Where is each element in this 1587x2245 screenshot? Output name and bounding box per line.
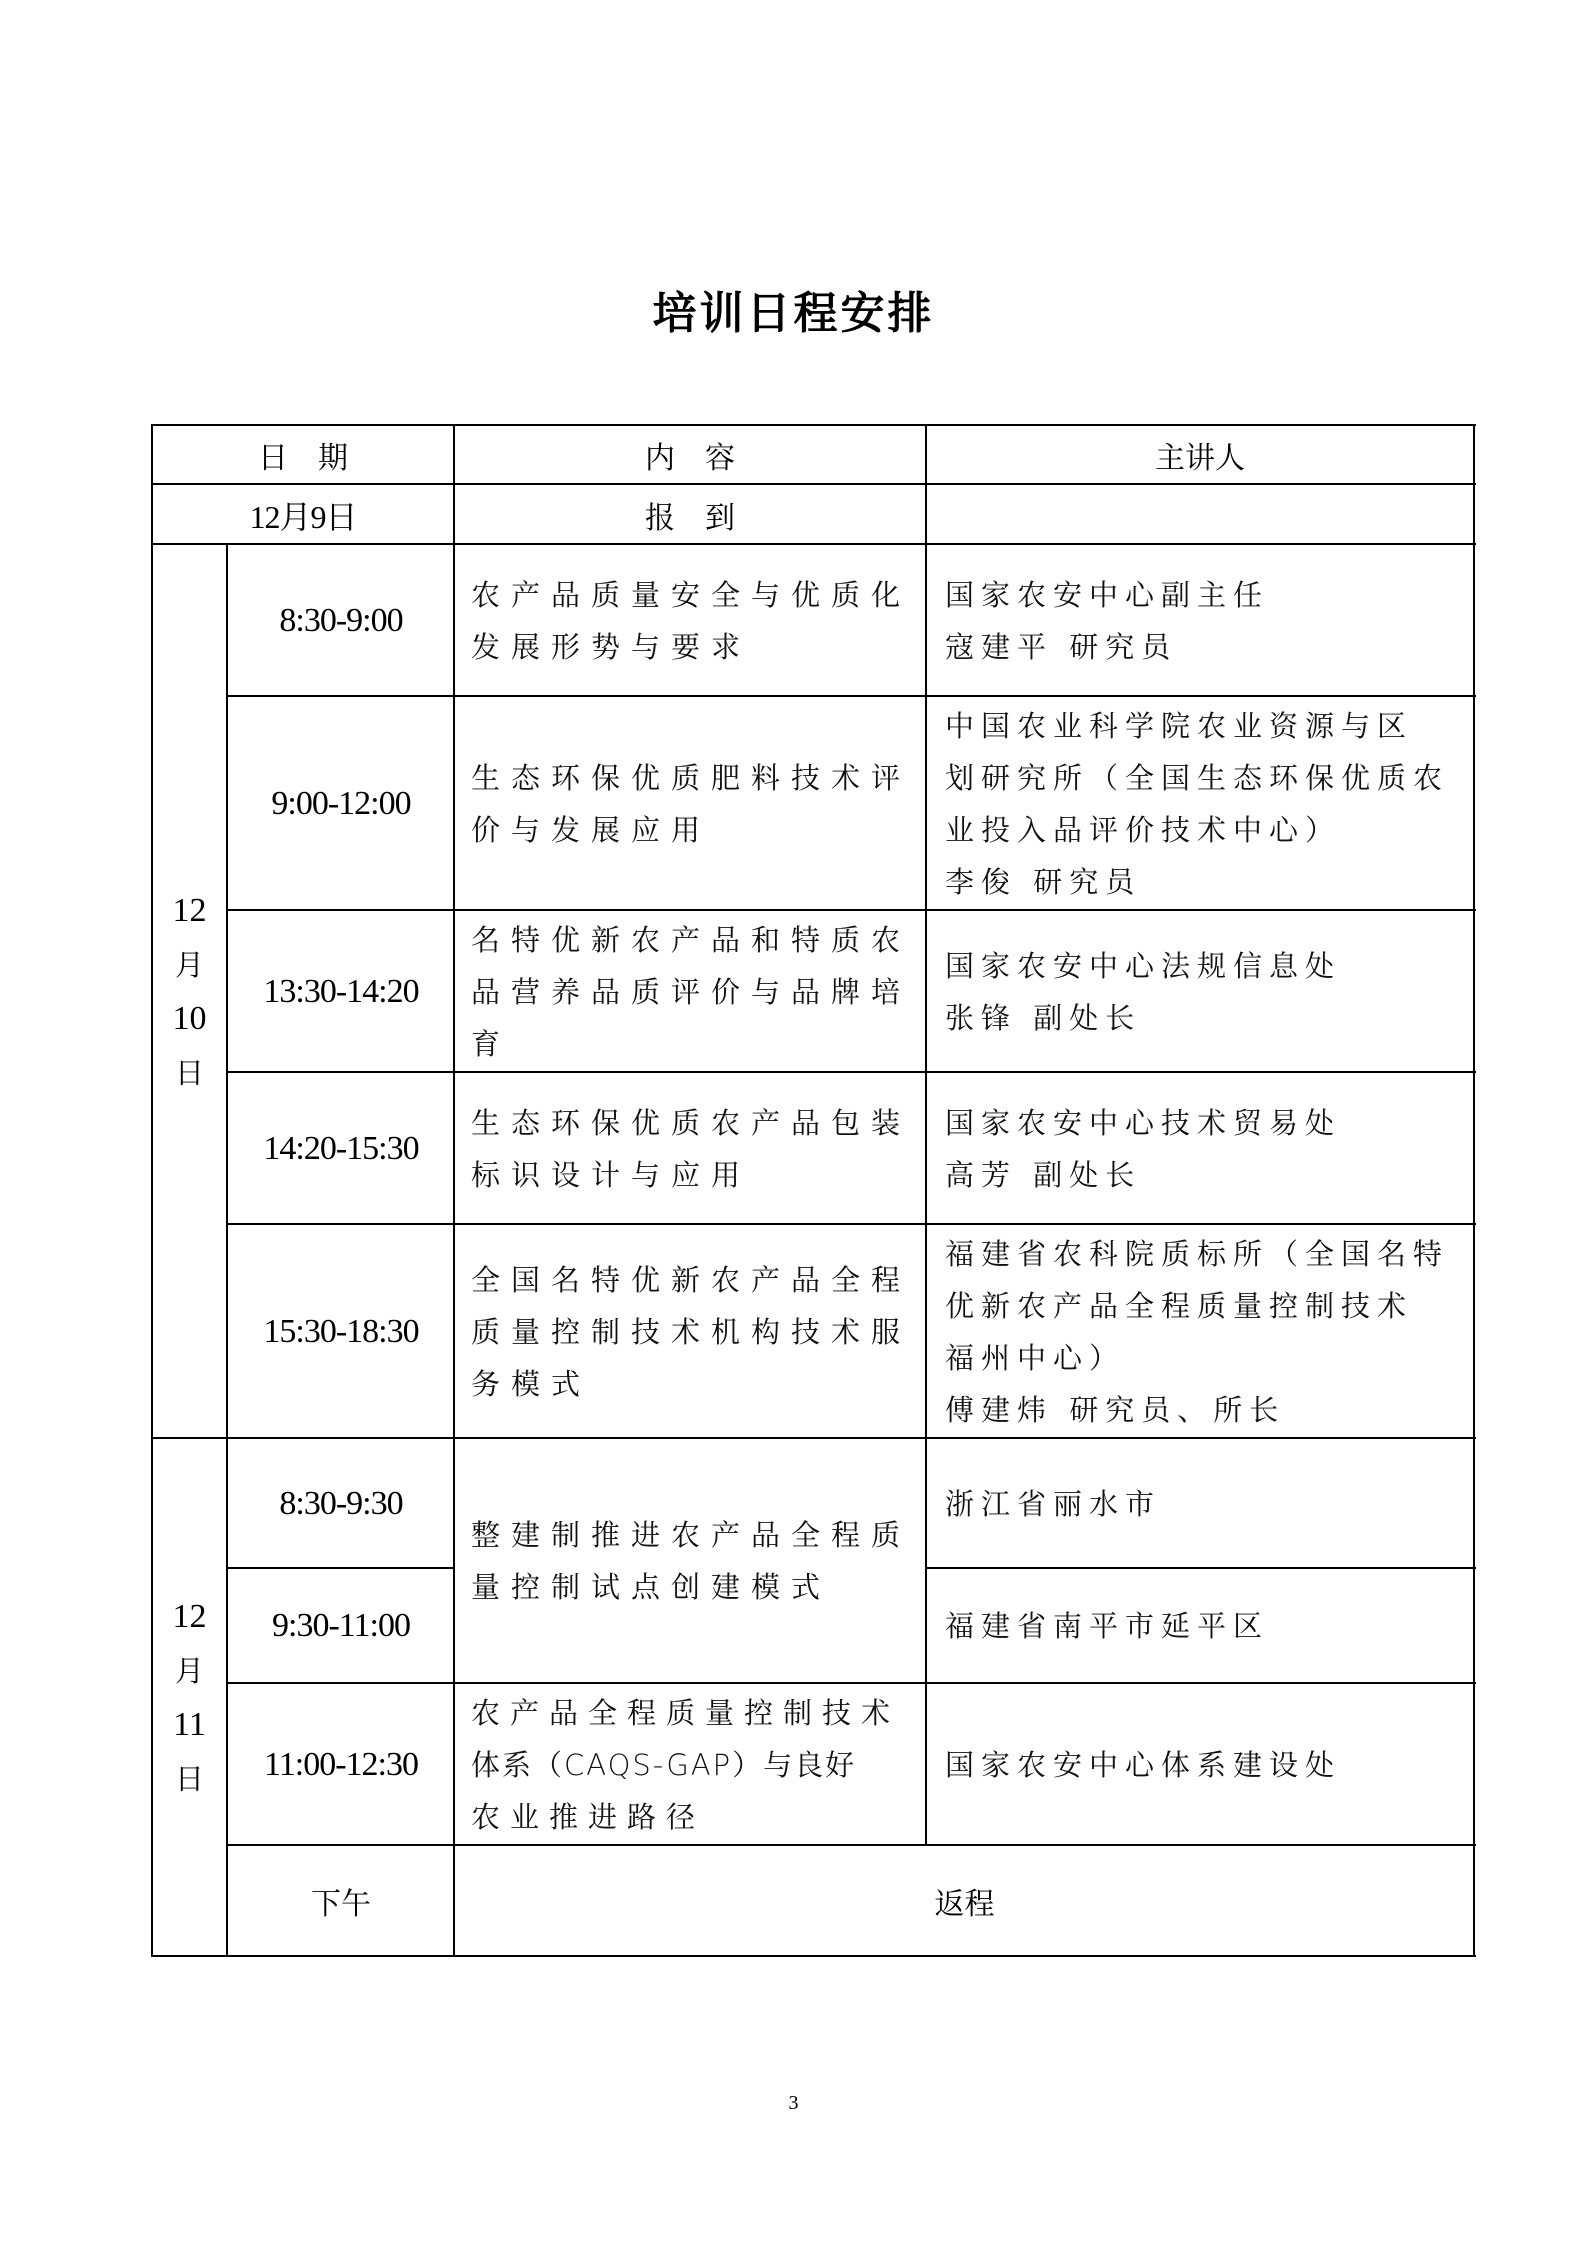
date-part: 月 <box>174 947 204 982</box>
session-content <box>455 545 926 696</box>
session-speaker <box>927 545 1474 696</box>
speaker-line: 中国农业科学院农业资源与区 <box>945 708 1414 743</box>
header-date: 日 期 <box>258 440 348 476</box>
speaker-line: 福建省农科院质标所（全国名特 <box>945 1236 1450 1271</box>
session-content <box>455 1684 926 1845</box>
content-line: 名特优新农产品和特质农 <box>471 922 912 957</box>
page-number: 3 <box>788 2092 799 2114</box>
speaker-line: 李俊 研究员 <box>945 864 1142 899</box>
session-time: 8:30-9:30 <box>279 1484 403 1522</box>
session-content-shared <box>455 1439 926 1683</box>
speaker-line: 业投入品评价技术中心） <box>945 812 1342 847</box>
session-time: 15:30-18:30 <box>263 1312 419 1350</box>
date-part: 11 <box>173 1705 206 1743</box>
content-line: 整建制推进农产品全程质 <box>471 1518 912 1552</box>
return-trip: 返程 <box>934 1887 995 1922</box>
day1-date <box>152 545 227 1438</box>
speaker-line: 傅建炜 研究员、所长 <box>945 1392 1286 1427</box>
session-time: 11:00-12:30 <box>264 1745 418 1783</box>
header-content: 内 容 <box>645 440 735 476</box>
speaker-line: 国家农安中心副主任 <box>945 577 1270 612</box>
content-line: 标识设计与应用 <box>471 1157 752 1192</box>
speaker-line: 张锋 副处长 <box>945 1000 1142 1035</box>
content-line: 务模式 <box>471 1366 592 1401</box>
content-line: 生态环保优质肥料技术评 <box>471 760 912 795</box>
session-content <box>455 911 926 1072</box>
speaker-line: 国家农安中心体系建设处 <box>945 1747 1342 1782</box>
session-time: 下午 <box>311 1887 371 1922</box>
session-content <box>455 697 926 910</box>
date-part: 月 <box>174 1653 204 1688</box>
date-part: 10 <box>172 999 207 1037</box>
speaker-line: 寇建平 研究员 <box>945 629 1178 664</box>
session-speaker <box>927 1225 1474 1438</box>
session-content <box>455 1073 926 1224</box>
date-part: 12 <box>172 1597 207 1635</box>
session-time: 14:20-15:30 <box>263 1129 419 1167</box>
speaker-line: 划研究所（全国生态环保优质农 <box>945 760 1450 795</box>
checkin-speaker <box>926 485 1474 544</box>
content-line: 体系（CAQS-GAP）与良好 <box>471 1747 857 1782</box>
session-content <box>455 1225 926 1438</box>
speaker-line: 国家农安中心技术贸易处 <box>945 1105 1342 1140</box>
session-speaker <box>927 1684 1474 1845</box>
session-time: 9:00-12:00 <box>271 784 411 822</box>
session-speaker <box>927 1439 1474 1568</box>
content-line: 价与发展应用 <box>471 812 712 847</box>
session-speaker <box>927 1073 1474 1224</box>
date-part: 12 <box>172 891 207 929</box>
content-line: 生态环保优质农产品包装 <box>471 1105 912 1140</box>
speaker-line: 福建省南平市延平区 <box>945 1609 1270 1643</box>
date-part: 日 <box>174 1761 204 1796</box>
date-part: 日 <box>174 1055 204 1090</box>
content-line: 质量控制技术机构技术服 <box>471 1314 912 1349</box>
content-line: 育 <box>471 1026 512 1061</box>
speaker-line: 高芳 副处长 <box>945 1157 1142 1192</box>
day2-date <box>152 1439 227 1956</box>
session-speaker <box>927 697 1474 910</box>
checkin-date: 12月9日 <box>249 498 357 535</box>
content-line: 农业推进路径 <box>471 1799 706 1834</box>
checkin-content: 报 到 <box>645 500 735 536</box>
session-time: 13:30-14:20 <box>263 972 419 1010</box>
content-line: 全国名特优新农产品全程 <box>471 1262 912 1297</box>
content-line: 农产品全程质量控制技术 <box>471 1695 901 1730</box>
speaker-line: 国家农安中心法规信息处 <box>945 948 1342 983</box>
content-line: 农产品质量安全与优质化 <box>471 577 912 612</box>
session-speaker <box>927 911 1474 1072</box>
session-time: 8:30-9:00 <box>279 601 403 639</box>
page-title: 培训日程安排 <box>652 288 935 339</box>
content-line: 品营养品质评价与品牌培 <box>471 974 912 1009</box>
speaker-line: 浙江省丽水市 <box>945 1486 1162 1521</box>
session-time: 9:30-11:00 <box>272 1607 410 1644</box>
speaker-line: 福州中心） <box>945 1340 1126 1375</box>
content-line: 发展形势与要求 <box>471 629 752 664</box>
content-line: 量控制试点创建模式 <box>471 1570 832 1604</box>
session-speaker <box>927 1569 1474 1683</box>
header-speaker: 主讲人 <box>1155 440 1245 476</box>
speaker-line: 优新农产品全程质量控制技术 <box>945 1288 1414 1323</box>
